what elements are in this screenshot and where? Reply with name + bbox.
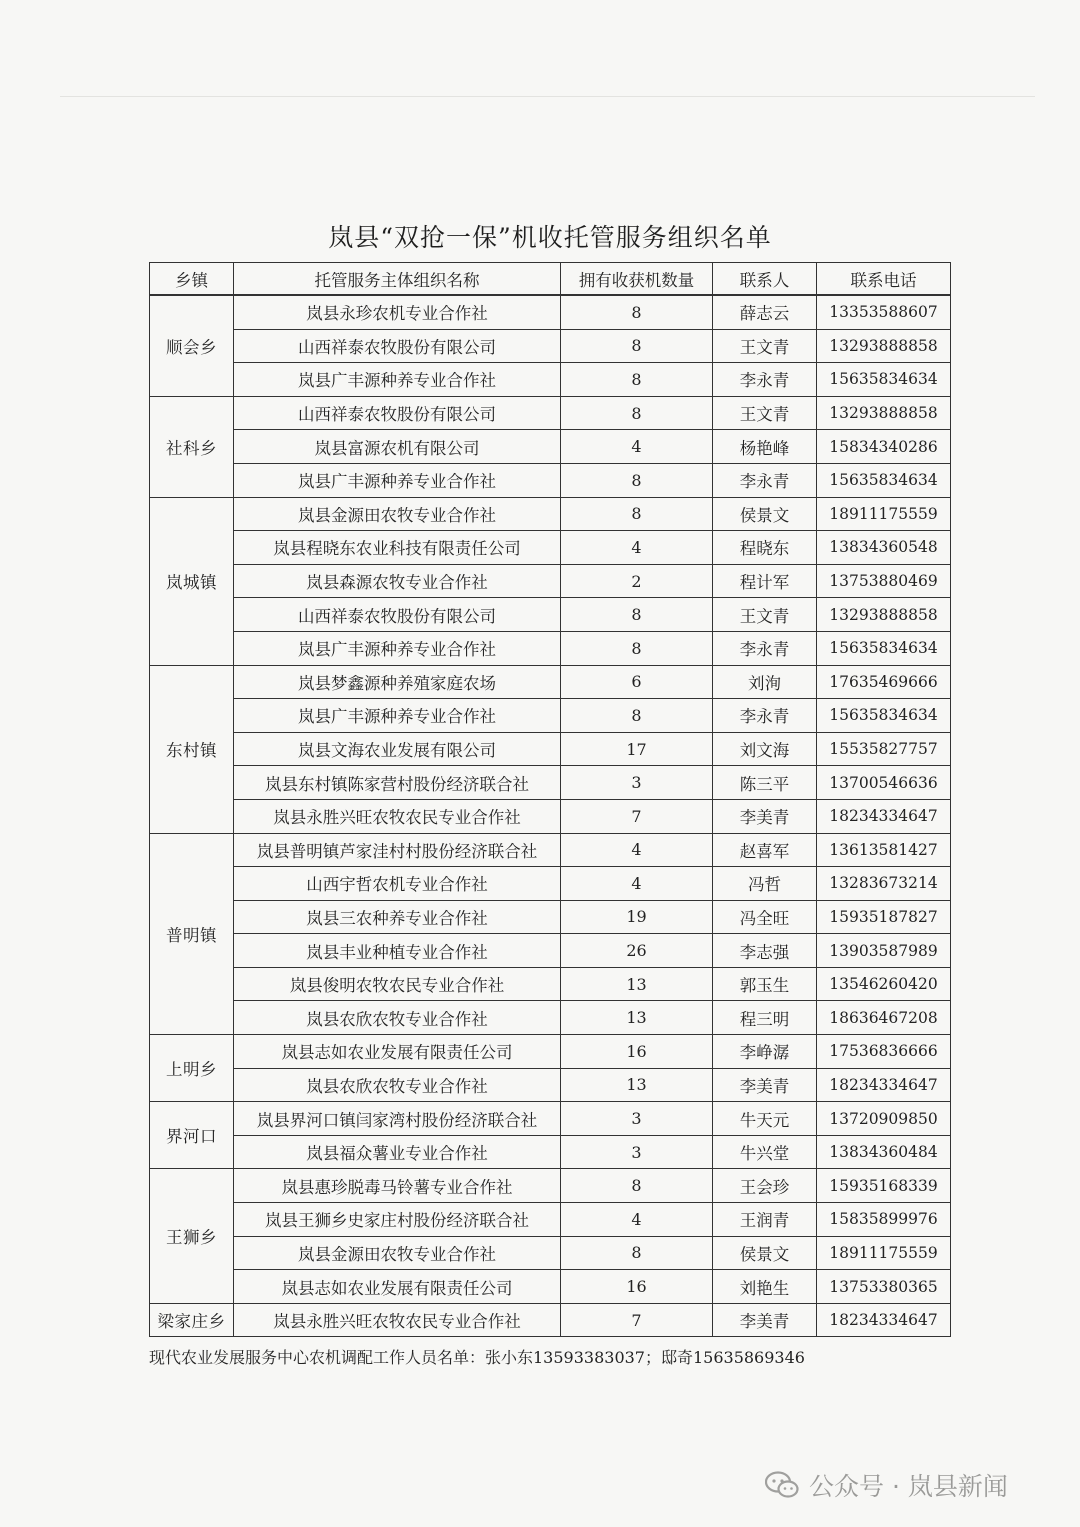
contact-cell: 牛天元 [713,1102,817,1136]
org-cell: 岚县俊明农牧农民专业合作社 [234,967,561,1001]
org-cell: 岚县丰业种植专业合作社 [234,934,561,968]
town-cell: 顺会乡 [150,295,234,396]
town-cell: 界河口 [150,1102,234,1169]
table-row [150,1001,951,1035]
org-cell: 山西祥泰农牧股份有限公司 [234,396,561,430]
contact-cell: 王文青 [713,329,817,363]
table-row [150,363,951,397]
org-cell: 岚县金源田农牧专业合作社 [234,497,561,531]
org-cell: 岚县程晓东农业科技有限责任公司 [234,531,561,565]
phone-cell: 15835899976 [817,1203,951,1237]
phone-cell: 13293888858 [817,598,951,632]
table-row [150,1169,951,1203]
count-cell: 2 [561,564,713,598]
phone-cell: 15635834634 [817,363,951,397]
phone-cell: 15635834634 [817,699,951,733]
table-row [150,1303,951,1337]
phone-cell: 13834360548 [817,531,951,565]
count-cell: 4 [561,430,713,464]
contact-cell: 刘艳生 [713,1270,817,1304]
phone-cell: 18234334647 [817,1303,951,1337]
contact-cell: 李永青 [713,463,817,497]
org-cell: 岚县广丰源种养专业合作社 [234,699,561,733]
org-cell: 山西祥泰农牧股份有限公司 [234,598,561,632]
contact-cell: 刘洵 [713,665,817,699]
document-title: 岚县“双抢一保”机收托管服务组织名单 [328,223,772,252]
town-cell: 上明乡 [150,1035,234,1102]
count-cell: 6 [561,665,713,699]
table-row [150,799,951,833]
phone-cell: 18636467208 [817,1001,951,1035]
count-cell: 13 [561,967,713,1001]
table-row [150,1035,951,1069]
table-row [150,497,951,531]
table-row [150,531,951,565]
town-cell: 岚城镇 [150,497,234,665]
count-cell: 26 [561,934,713,968]
count-cell: 16 [561,1035,713,1069]
org-cell: 岚县永珍农机专业合作社 [234,295,561,329]
table-row [150,396,951,430]
org-cell: 岚县梦鑫源种养殖家庭农场 [234,665,561,699]
town-cell: 梁家庄乡 [150,1303,234,1337]
contact-cell: 王文青 [713,396,817,430]
phone-cell: 13834360484 [817,1135,951,1169]
phone-cell: 18911175559 [817,1236,951,1270]
table-row [150,295,951,329]
org-cell: 岚县普明镇芦家洼村村股份经济联合社 [234,833,561,867]
wechat-icon [765,1471,799,1499]
table-row [150,631,951,665]
count-cell: 8 [561,497,713,531]
count-cell: 3 [561,1102,713,1136]
org-cell: 山西祥泰农牧股份有限公司 [234,329,561,363]
count-cell: 8 [561,463,713,497]
org-cell: 岚县文海农业发展有限公司 [234,732,561,766]
table-row [150,463,951,497]
table-row [150,430,951,464]
contact-cell: 李美青 [713,1303,817,1337]
count-cell: 8 [561,631,713,665]
table-header-row [150,263,951,296]
town-cell: 社科乡 [150,396,234,497]
table-row [150,665,951,699]
organization-table [149,262,951,1337]
org-cell: 岚县广丰源种养专业合作社 [234,631,561,665]
org-cell: 岚县富源农机有限公司 [234,430,561,464]
org-cell: 岚县三农种养专业合作社 [234,900,561,934]
town-cell: 王狮乡 [150,1169,234,1303]
phone-cell: 13293888858 [817,329,951,363]
header-count: 拥有收获机数量 [561,263,713,296]
phone-cell: 13903587989 [817,934,951,968]
count-cell: 3 [561,766,713,800]
org-cell: 岚县志如农业发展有限责任公司 [234,1035,561,1069]
table-row [150,1236,951,1270]
table-row [150,1068,951,1102]
phone-cell: 17536836666 [817,1035,951,1069]
phone-cell: 15635834634 [817,631,951,665]
org-cell: 岚县金源田农牧专业合作社 [234,1236,561,1270]
contact-cell: 陈三平 [713,766,817,800]
count-cell: 17 [561,732,713,766]
page-top-rule [60,96,1035,97]
contact-cell: 侯景文 [713,497,817,531]
count-cell: 13 [561,1068,713,1102]
org-cell: 岚县东村镇陈家营村股份经济联合社 [234,766,561,800]
count-cell: 7 [561,1303,713,1337]
phone-cell: 15935187827 [817,900,951,934]
org-cell: 岚县王狮乡史家庄村股份经济联合社 [234,1203,561,1237]
org-cell: 岚县志如农业发展有限责任公司 [234,1270,561,1304]
org-cell: 岚县界河口镇闫家湾村股份经济联合社 [234,1102,561,1136]
contact-cell: 冯全旺 [713,900,817,934]
phone-cell: 15635834634 [817,463,951,497]
org-cell: 岚县农欣农牧专业合作社 [234,1068,561,1102]
table-row [150,900,951,934]
count-cell: 4 [561,1203,713,1237]
count-cell: 3 [561,1135,713,1169]
table-row [150,1102,951,1136]
org-cell: 岚县广丰源种养专业合作社 [234,463,561,497]
phone-cell: 13613581427 [817,833,951,867]
contact-cell: 李美青 [713,1068,817,1102]
contact-cell: 杨艳峰 [713,430,817,464]
contact-cell: 王文青 [713,598,817,632]
table-row [150,598,951,632]
contact-cell: 牛兴堂 [713,1135,817,1169]
town-cell: 东村镇 [150,665,234,833]
table-row [150,1203,951,1237]
table-row [150,934,951,968]
org-cell: 岚县永胜兴旺农牧农民专业合作社 [234,799,561,833]
table-row [150,967,951,1001]
table-row [150,867,951,901]
org-cell: 山西宇哲农机专业合作社 [234,867,561,901]
count-cell: 19 [561,900,713,934]
contact-cell: 程晓东 [713,531,817,565]
phone-cell: 13353588607 [817,295,951,329]
org-cell: 岚县永胜兴旺农牧农民专业合作社 [234,1303,561,1337]
table-row [150,329,951,363]
contact-cell: 薛志云 [713,295,817,329]
count-cell: 4 [561,867,713,901]
count-cell: 8 [561,396,713,430]
org-cell: 岚县惠珍脱毒马铃薯专业合作社 [234,1169,561,1203]
contact-cell: 程三明 [713,1001,817,1035]
count-cell: 8 [561,1236,713,1270]
phone-cell: 13753380365 [817,1270,951,1304]
contact-cell: 李峥潺 [713,1035,817,1069]
table-body [150,295,951,1337]
org-cell: 岚县广丰源种养专业合作社 [234,363,561,397]
contact-cell: 刘文海 [713,732,817,766]
count-cell: 8 [561,1169,713,1203]
phone-cell: 13720909850 [817,1102,951,1136]
phone-cell: 13293888858 [817,396,951,430]
contact-cell: 李志强 [713,934,817,968]
count-cell: 8 [561,699,713,733]
count-cell: 8 [561,363,713,397]
contact-cell: 李永青 [713,363,817,397]
count-cell: 13 [561,1001,713,1035]
org-cell: 岚县森源农牧专业合作社 [234,564,561,598]
phone-cell: 17635469666 [817,665,951,699]
contact-cell: 侯景文 [713,1236,817,1270]
staff-footnote: 现代农业发展服务中心农机调配工作人员名单：张小东13593383037；邸奇15635869346 [149,1348,805,1367]
org-cell: 岚县福众薯业专业合作社 [234,1135,561,1169]
phone-cell: 18234334647 [817,1068,951,1102]
contact-cell: 李美青 [713,799,817,833]
contact-cell: 李永青 [713,699,817,733]
phone-cell: 13283673214 [817,867,951,901]
contact-cell: 冯哲 [713,867,817,901]
contact-cell: 王润青 [713,1203,817,1237]
phone-cell: 13546260420 [817,967,951,1001]
table-row [150,564,951,598]
count-cell: 8 [561,295,713,329]
town-cell: 普明镇 [150,833,234,1035]
count-cell: 4 [561,833,713,867]
phone-cell: 15834340286 [817,430,951,464]
contact-cell: 李永青 [713,631,817,665]
count-cell: 16 [561,1270,713,1304]
watermark [765,1465,1008,1505]
header-phone: 联系电话 [817,263,951,296]
org-cell: 岚县农欣农牧专业合作社 [234,1001,561,1035]
header-town: 乡镇 [150,263,234,296]
phone-cell: 18234334647 [817,799,951,833]
table-row [150,766,951,800]
contact-cell: 郭玉生 [713,967,817,1001]
header-contact: 联系人 [713,263,817,296]
table-row [150,699,951,733]
count-cell: 8 [561,329,713,363]
phone-cell: 13753880469 [817,564,951,598]
phone-cell: 13700546636 [817,766,951,800]
contact-cell: 赵喜军 [713,833,817,867]
count-cell: 7 [561,799,713,833]
contact-cell: 王会珍 [713,1169,817,1203]
table-row [150,1135,951,1169]
table-row [150,732,951,766]
watermark-text: 公众号 · 岚县新闻 [809,1472,1008,1501]
count-cell: 4 [561,531,713,565]
table-row [150,833,951,867]
header-org: 托管服务主体组织名称 [234,263,561,296]
count-cell: 8 [561,598,713,632]
phone-cell: 15935168339 [817,1169,951,1203]
table-row [150,1270,951,1304]
phone-cell: 15535827757 [817,732,951,766]
contact-cell: 程计军 [713,564,817,598]
phone-cell: 18911175559 [817,497,951,531]
